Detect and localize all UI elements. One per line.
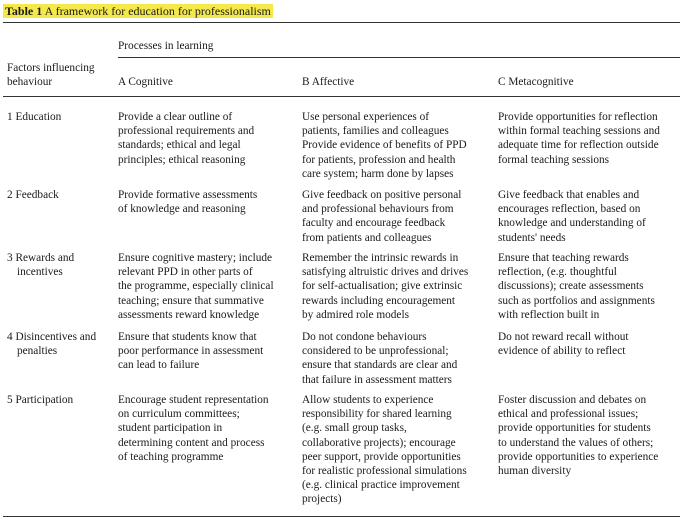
cell-line: professional requirements and	[118, 125, 255, 138]
cell-line: 2 Feedback	[7, 189, 59, 201]
factor-cell	[7, 110, 112, 124]
factors-header	[7, 61, 112, 89]
process-cell-b	[302, 110, 492, 181]
cell-line: patients, families and colleagues	[302, 125, 449, 138]
cell-line: Allow students to experience	[302, 394, 434, 406]
process-cell-a	[118, 110, 296, 167]
cell-line: poor performance in assessment	[118, 345, 264, 358]
cell-line: for self-actualisation; give extrinsic	[302, 280, 463, 293]
process-cell-b	[302, 330, 492, 387]
factor-cell	[7, 330, 112, 358]
cell-line: formal teaching sessions	[498, 153, 610, 166]
cell-line: evidence of ability to reflect	[498, 345, 626, 358]
cell-line: from patients and colleagues	[302, 231, 432, 244]
cell-line: Give feedback that enables and	[498, 189, 640, 201]
cell-line: for patients, profession and health	[302, 153, 456, 166]
process-cell-c	[498, 110, 680, 167]
cell-line: adequate time for reflection outside	[498, 139, 659, 152]
cell-line: discussions); create assessments	[498, 280, 644, 293]
cell-line: provide opportunities for students	[498, 422, 651, 435]
cell-line: standards; ethical and legal	[118, 139, 241, 152]
cell-line: such as portfolios and assignments	[498, 294, 655, 307]
process-cell-c	[498, 393, 680, 478]
cell-line: (e.g. small group tasks,	[302, 422, 407, 435]
processes-group-header: Processes in learning	[118, 40, 214, 52]
cell-line: Ensure cognitive mastery; include	[118, 252, 273, 264]
table-title: A framework for education for professionalism	[44, 4, 271, 18]
cell-line: 4 Disincentives and	[7, 331, 97, 343]
cell-line: Foster discussion and debates on	[498, 394, 647, 406]
cell-line: knowledge and understanding of	[498, 217, 646, 230]
cell-line: considered to be unprofessional;	[302, 345, 449, 358]
factor-cell	[7, 251, 112, 279]
cell-line: ethical and professional issues;	[498, 408, 639, 421]
cell-line: relevant PPD in other parts of	[118, 266, 253, 279]
process-cell-b	[302, 393, 492, 507]
cell-line: assessments reward knowledge	[118, 308, 260, 321]
table-label: Table 1	[5, 4, 43, 18]
cell-line: satisfying altruistic drives and drives	[302, 266, 469, 279]
cell-line: of teaching programme	[118, 450, 224, 463]
cell-line: Do not reward recall without	[498, 331, 629, 343]
process-cell-a	[118, 393, 296, 464]
cell-line: determining content and process	[118, 436, 265, 449]
process-cell-c	[498, 188, 680, 245]
cell-line: with reflection built in	[498, 308, 600, 321]
cell-line: Provide formative assessments	[118, 189, 258, 201]
cell-line: incentives	[17, 266, 63, 279]
cell-line: ensure that standards are clear and	[302, 359, 458, 372]
col-header-metacognitive: C Metacognitive	[498, 76, 574, 88]
cell-line: Remember the intrinsic rewards in	[302, 252, 459, 264]
cell-line: on curriculum committees;	[118, 408, 240, 421]
cell-line: Provide evidence of benefits of PPD	[302, 139, 467, 152]
group-header-rule	[118, 57, 680, 58]
factors-header-line: Factors influencing	[7, 62, 95, 74]
cell-line: principles; ethical reasoning	[118, 153, 246, 166]
cell-line: Provide opportunities for reflection	[498, 111, 658, 123]
factor-cell	[7, 188, 112, 202]
cell-line: of knowledge and reasoning	[118, 203, 246, 216]
cell-line: the programme, especially clinical	[118, 280, 274, 293]
cell-line: responsibility for shared learning	[302, 408, 452, 421]
top-rule	[3, 22, 680, 23]
header-rule	[3, 96, 680, 97]
cell-line: projects)	[302, 493, 342, 506]
cell-line: rewards including encouragement	[302, 294, 456, 307]
cell-line: Provide a clear outline of	[118, 111, 233, 123]
cell-line: within formal teaching sessions and	[498, 125, 660, 138]
cell-line: reflection, (e.g. thoughtful	[498, 266, 617, 279]
cell-line: Ensure that teaching rewards	[498, 252, 629, 264]
cell-line: Give feedback on positive personal	[302, 189, 462, 201]
cell-line: provide opportunities to experience	[498, 450, 659, 463]
cell-line: and professional behaviours from	[302, 203, 454, 216]
process-cell-c	[498, 330, 680, 358]
cell-line: can lead to failure	[118, 359, 200, 372]
process-cell-b	[302, 251, 492, 322]
process-cell-a	[118, 188, 296, 216]
cell-line: faculty and encourage feedback	[302, 217, 446, 230]
cell-line: collaborative projects); encourage	[302, 436, 456, 449]
cell-line: (e.g. clinical practice improvement	[302, 479, 460, 492]
cell-line: 5 Participation	[7, 394, 74, 406]
col-header-cognitive: A Cognitive	[118, 76, 173, 88]
cell-line: for realistic professional simulations	[302, 465, 467, 478]
factors-header-line: behaviour	[7, 76, 53, 89]
cell-line: Do not condone behaviours	[302, 331, 427, 343]
cell-line: teaching; ensure that summative	[118, 294, 264, 307]
process-cell-b	[302, 188, 492, 245]
cell-line: 1 Education	[7, 111, 62, 123]
cell-line: care system; harm done by lapses	[302, 167, 454, 180]
cell-line: to understand the values of others;	[498, 436, 654, 449]
cell-line: Encourage student representation	[118, 394, 269, 406]
cell-line: Use personal experiences of	[302, 111, 430, 123]
process-cell-a	[118, 251, 296, 322]
cell-line: by admired role models	[302, 308, 409, 321]
cell-line: peer support, provide opportunities	[302, 450, 461, 463]
col-header-affective: B Affective	[302, 76, 355, 88]
cell-line: that failure in assessment matters	[302, 373, 452, 386]
table-caption	[3, 4, 273, 18]
cell-line: students' needs	[498, 231, 566, 244]
cell-line: encourages reflection, based on	[498, 203, 641, 216]
bottom-rule	[3, 516, 680, 517]
cell-line: human diversity	[498, 465, 572, 478]
cell-line: Ensure that students know that	[118, 331, 257, 343]
process-cell-c	[498, 251, 680, 322]
process-cell-a	[118, 330, 296, 373]
cell-line: penalties	[17, 345, 58, 358]
cell-line: 3 Rewards and	[7, 252, 75, 264]
cell-line: student participation in	[118, 422, 223, 435]
factor-cell	[7, 393, 112, 407]
